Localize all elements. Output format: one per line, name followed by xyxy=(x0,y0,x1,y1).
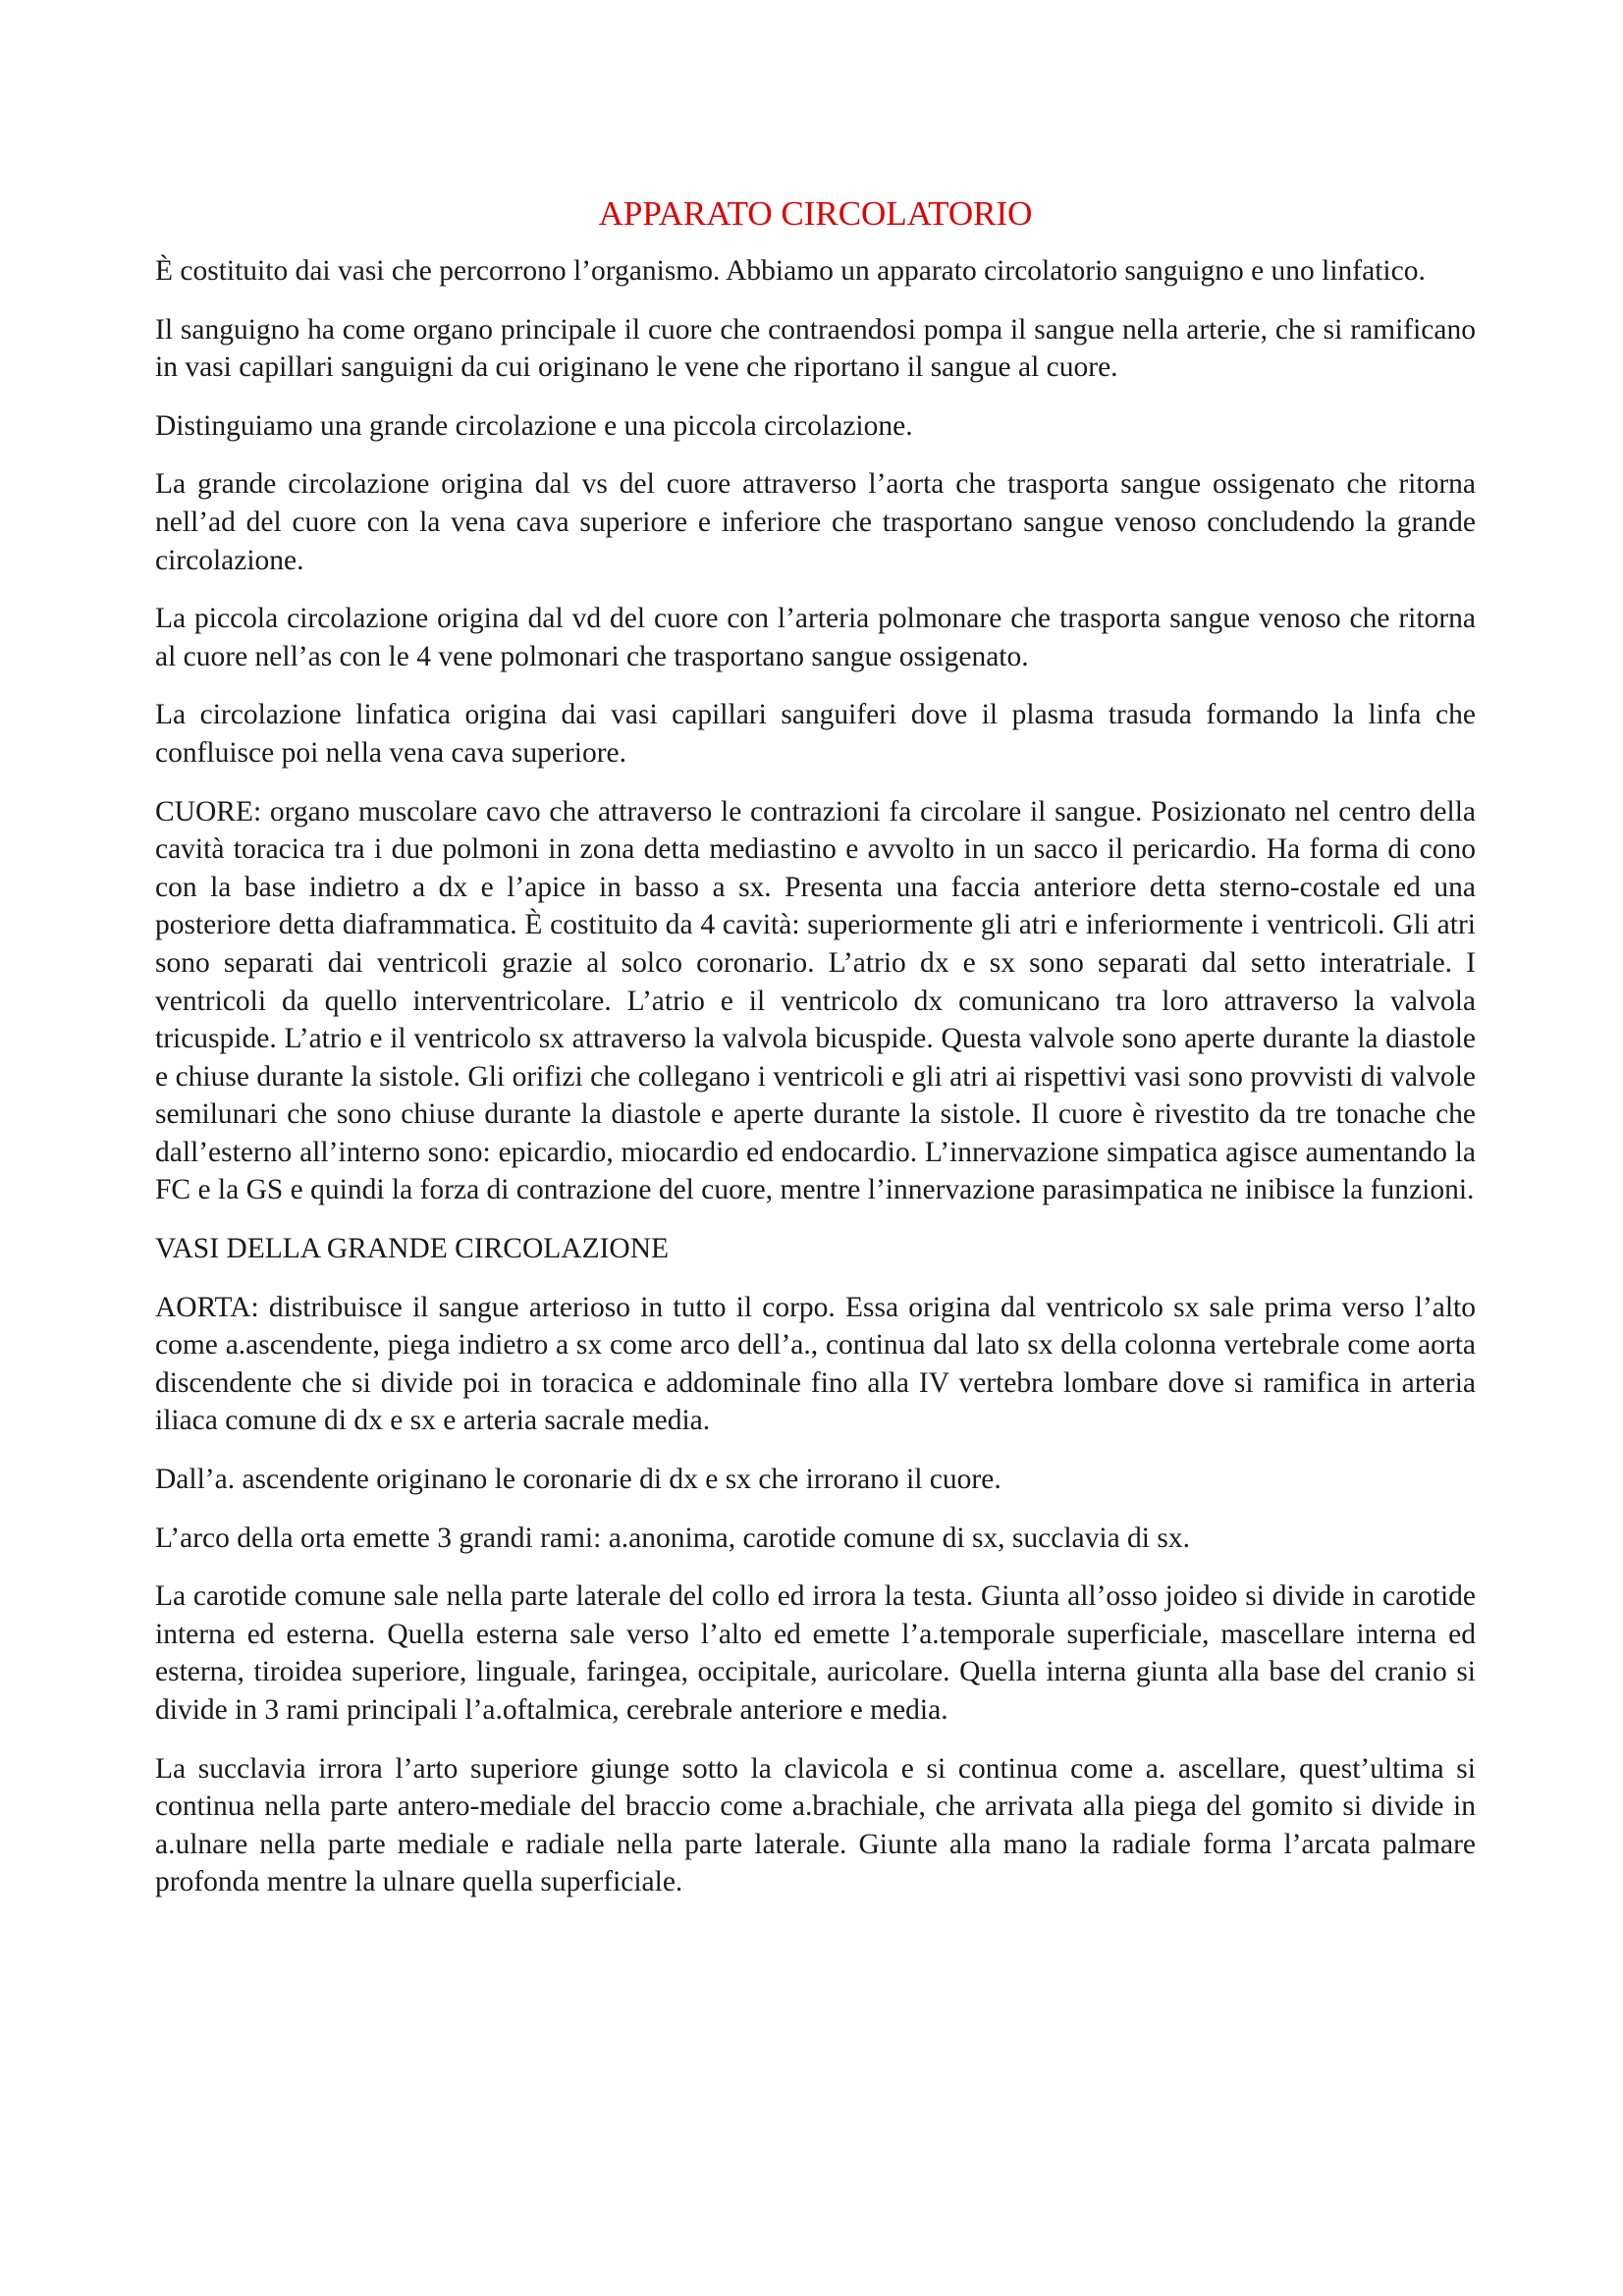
paragraph-piccola-circolazione: La piccola circolazione origina dal vd del cuore con l’arteria polmonare che trasporta sangue venoso che ritorna al cuore nell’as con le 4 vene polmonari che trasportano sangue ossigenato. xyxy=(155,603,1476,672)
paragraph-intro: È costituito dai vasi che percorrono l’organismo. Abbiamo un apparato circolatorio sanguigno e uno linfatico. xyxy=(155,255,1426,287)
paragraph-aorta: AORTA: distribuisce il sangue arterioso in tutto il corpo. Essa origina dal ventricolo sx sale prima verso l’alto come a.ascendente, piega indietro a sx come arco dell’a., continua dal lato sx della colonna vertebrale come aorta discendente che si divide poi in toracica e addominale fino alla IV vertebra lombare dove si ramifica in arteria iliaca comune di dx e sx e arteria sacrale media. xyxy=(155,1291,1476,1437)
paragraph-carotide: La carotide comune sale nella parte laterale del collo ed irrora la testa. Giunta all’osso joideo si divide in carotide interna ed esterna. Quella esterna sale verso l’alto ed emette l’a.temporale superficiale, mascellare interna ed esterna, tiroidea superiore, linguale, faringea, occipitale, auricolare. Quella interna giunta alla base del cranio si divide in 3 rami principali l’a.oftalmica, cerebrale anteriore e media. xyxy=(155,1580,1476,1726)
page-title: APPARATO CIRCOLATORIO xyxy=(598,194,1033,233)
paragraph-arco-aorta: L’arco della orta emette 3 grandi rami: a.anonima, carotide comune di sx, succlavia di sx. xyxy=(155,1522,1190,1554)
paragraph-succlavia: La succlavia irrora l’arto superiore giunge sotto la clavicola e si continua come a. ascellare, quest’ultima si continua nella parte antero-mediale del braccio come a.brachiale, che arrivata alla piega del gomito si divide in a.ulnare nella parte mediale e radiale nella parte laterale. Giunte alla mano la radiale forma l’arcata palmare profonda mentre la ulnare quella superficiale. xyxy=(155,1752,1476,1898)
paragraph-sanguigno: Il sanguigno ha come organo principale il cuore che contraendosi pompa il sangue nella arterie, che si ramificano in vasi capillari sanguigni da cui originano le vene che riportano il sangue al cuore. xyxy=(155,313,1476,384)
paragraph-circolazioni: Distinguiamo una grande circolazione e una piccola circolazione. xyxy=(155,409,913,442)
paragraph-ascendente: Dall’a. ascendente originano le coronarie di dx e sx che irrorano il cuore. xyxy=(155,1464,1001,1496)
section-heading-vasi: VASI DELLA GRANDE CIRCOLAZIONE xyxy=(155,1233,670,1265)
document-page xyxy=(155,192,1476,1922)
paragraph-circolazione-linfatica: La circolazione linfatica origina dai vasi capillari sanguiferi dove il plasma trasuda formando la linfa che confluisce poi nella vena cava superiore. xyxy=(155,699,1476,769)
paragraph-cuore: CUORE: organo muscolare cavo che attraverso le contrazioni fa circolare il sangue. Posizionato nel centro della cavità toracica tra i due polmoni in zona detta mediastino e avvolto in un sacco il pericardio. Ha forma di cono con la base indietro a dx e l’apice in basso a sx. Presenta una faccia anteriore detta sterno-costale ed una posteriore detta diaframmatica. È costituito da 4 cavità: superiormente gli atri e inferiormente i ventricoli. Gli atri sono separati dai ventricoli grazie al solco coronario. L’atrio dx e sx sono separati dal setto interatriale. I ventricoli da quello interventricolare. L’atrio e il ventricolo dx comunicano tra loro attraverso la valvola tricuspide. L’atrio e il ventricolo sx attraverso la valvola bicuspide. Questa valvole sono aperte durante la diastole e chiuse durante la sistole. Gli orifizi che collegano i ventricoli e gli atri ai rispettivi vasi sono provvisti di valvole semilunari che sono chiuse durante la diastole e aperte durante la sistole. Il cuore è rivestito da tre tonache che dall’esterno all’interno sono: epicardio, miocardio ed endocardio. L’innervazione simpatica agisce aumentando la FC e la GS e quindi la forza di contrazione del cuore, mentre l’innervazione parasimpatica ne inibisce la funzioni. xyxy=(155,795,1476,1206)
paragraph-grande-circolazione: La grande circolazione origina dal vs del cuore attraverso l’aorta che trasporta sangue ossigenato che ritorna nell’ad del cuore con la vena cava superiore e inferiore che trasportano sangue venoso concludendo la grande circolazione. xyxy=(155,468,1476,576)
